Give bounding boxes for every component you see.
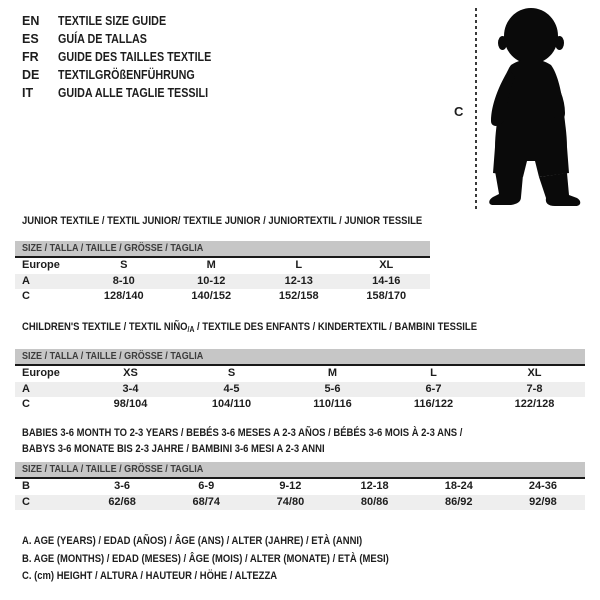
heading-part: / TEXTILE DES ENFANTS / KINDERTEXTIL / BAMBINI TESSILE <box>194 321 478 333</box>
language-row <box>22 12 236 30</box>
table-cell: 98/104 <box>113 398 148 410</box>
table-cell: 74/80 <box>276 495 305 508</box>
row-label: C <box>22 495 30 508</box>
table-row <box>15 258 430 274</box>
language-code: FR <box>22 50 39 64</box>
table-cell: 62/68 <box>108 495 136 508</box>
table-row <box>15 366 585 382</box>
language-row <box>22 66 236 84</box>
table-row <box>15 479 585 495</box>
language-code: ES <box>22 32 39 46</box>
footnote-a <box>22 533 449 551</box>
table-cell: 6-7 <box>425 382 442 395</box>
height-measure-label: C <box>454 104 464 119</box>
table-cell: M <box>327 367 338 379</box>
language-title-list <box>22 12 236 102</box>
heading-subscript: /A <box>187 325 195 334</box>
table-cell: M <box>206 259 216 271</box>
table-cell: XL <box>527 367 542 379</box>
row-label: A <box>22 274 30 287</box>
table-cell: 110/116 <box>313 398 352 410</box>
size-table-body <box>15 258 430 305</box>
children-textile-section <box>15 320 585 413</box>
junior-textile-section <box>15 214 430 305</box>
size-header-text: SIZE / TALLA / TAILLE / GRÖSSE / TAGLIA <box>22 350 204 362</box>
table-cell: 128/140 <box>103 290 144 302</box>
row-label: C <box>22 398 30 410</box>
section-heading <box>15 320 585 337</box>
language-row <box>22 84 236 102</box>
footnote-b-text: B. AGE (MONTHS) / EDAD (MESES) / ÂGE (MOIS) / ALTER (MONATE) / ETÀ (MESI) <box>22 552 389 565</box>
language-code: DE <box>22 68 40 82</box>
footnote-c <box>22 568 449 586</box>
table-cell: 3-4 <box>122 382 139 395</box>
language-row <box>22 30 236 48</box>
table-cell: 9-12 <box>279 480 302 492</box>
row-label: C <box>22 290 30 302</box>
table-cell: 80/86 <box>360 495 389 508</box>
height-measure-dotted-line <box>475 8 477 209</box>
babies-textile-section <box>15 425 585 510</box>
language-code: IT <box>22 86 34 100</box>
table-cell: 86/92 <box>445 495 473 508</box>
language-title: GUIDE DES TAILLES TEXTILE <box>58 50 212 64</box>
table-cell: 10-12 <box>197 274 226 287</box>
table-cell: 4-5 <box>223 382 240 395</box>
footnote-c-text: C. (cm) HEIGHT / ALTURA / HAUTEUR / HÖHE / ALTEZZA <box>22 570 278 582</box>
table-row <box>15 382 585 398</box>
section-heading <box>15 425 585 457</box>
footnote-legend <box>22 533 449 586</box>
table-cell: XL <box>379 259 394 271</box>
table-cell: L <box>295 259 303 271</box>
table-cell: XS <box>123 367 138 379</box>
table-cell: 14-16 <box>372 274 401 287</box>
size-table-body <box>15 366 585 413</box>
table-cell: 152/158 <box>278 290 319 302</box>
language-code: EN <box>22 14 40 28</box>
table-cell: 158/170 <box>366 290 407 302</box>
table-cell: 122/128 <box>514 398 555 410</box>
toddler-silhouette-icon <box>487 5 593 210</box>
size-header-bar <box>15 241 430 258</box>
table-cell: 68/74 <box>192 495 221 508</box>
section-heading-text: BABIES 3-6 MONTH TO 2-3 YEARS / BEBÉS 3-6 MESES A 2-3 AÑOS / BÉBÉS 3-6 MOIS À 2-3 ANS / <box>22 427 463 439</box>
table-cell: 3-6 <box>114 480 131 492</box>
table-cell: L <box>430 367 437 379</box>
section-heading <box>15 214 430 229</box>
section-heading-text <box>22 320 477 337</box>
table-row <box>15 397 585 413</box>
row-label: Europe <box>22 367 60 379</box>
heading-part: CHILDREN'S TEXTILE / TEXTIL NIÑO <box>22 321 188 333</box>
size-header-text: SIZE / TALLA / TAILLE / GRÖSSE / TAGLIA <box>22 242 204 254</box>
table-cell: 6-9 <box>198 480 215 492</box>
language-title: GUIDA ALLE TAGLIE TESSILI <box>58 86 209 100</box>
table-cell: 104/110 <box>211 398 252 410</box>
table-cell: 24-36 <box>528 480 558 492</box>
size-table-body <box>15 479 585 510</box>
row-label: A <box>22 382 30 395</box>
table-cell: 18-24 <box>444 480 473 492</box>
language-title: TEXTILGRÖßENFÜHRUNG <box>58 68 195 82</box>
table-row <box>15 274 430 290</box>
size-header-bar <box>15 462 585 479</box>
table-cell: S <box>227 367 236 379</box>
row-label: B <box>22 480 30 492</box>
row-label: Europe <box>22 259 60 271</box>
language-row <box>22 48 236 66</box>
table-row <box>15 495 585 511</box>
table-cell: 116/122 <box>413 398 454 410</box>
size-header-bar <box>15 349 585 366</box>
table-cell: 8-10 <box>112 274 135 287</box>
section-heading-text: JUNIOR TEXTILE / TEXTIL JUNIOR/ TEXTILE JUNIOR / JUNIORTEXTIL / JUNIOR TESSILE <box>22 215 423 227</box>
size-header-text: SIZE / TALLA / TAILLE / GRÖSSE / TAGLIA <box>22 463 204 475</box>
table-cell: 12-13 <box>284 274 313 287</box>
footnote-b <box>22 551 449 569</box>
footnote-a-text: A. AGE (YEARS) / EDAD (AÑOS) / ÂGE (ANS) / ALTER (JAHRE) / ETÀ (ANNI) <box>22 535 363 547</box>
language-title: TEXTILE SIZE GUIDE <box>58 14 167 28</box>
table-cell: 7-8 <box>526 382 543 395</box>
table-cell: 5-6 <box>324 382 341 395</box>
table-cell: 12-18 <box>360 480 389 492</box>
section-heading-text-line2: BABYS 3-6 MONATE BIS 2-3 JAHRE / BAMBINI 3-6 MESI A 2-3 ANNI <box>22 443 325 455</box>
table-row <box>15 289 430 305</box>
table-cell: 140/152 <box>191 290 232 302</box>
table-cell: S <box>120 259 128 271</box>
table-cell: 92/98 <box>529 495 557 508</box>
language-title: GUÍA DE TALLAS <box>58 32 147 46</box>
